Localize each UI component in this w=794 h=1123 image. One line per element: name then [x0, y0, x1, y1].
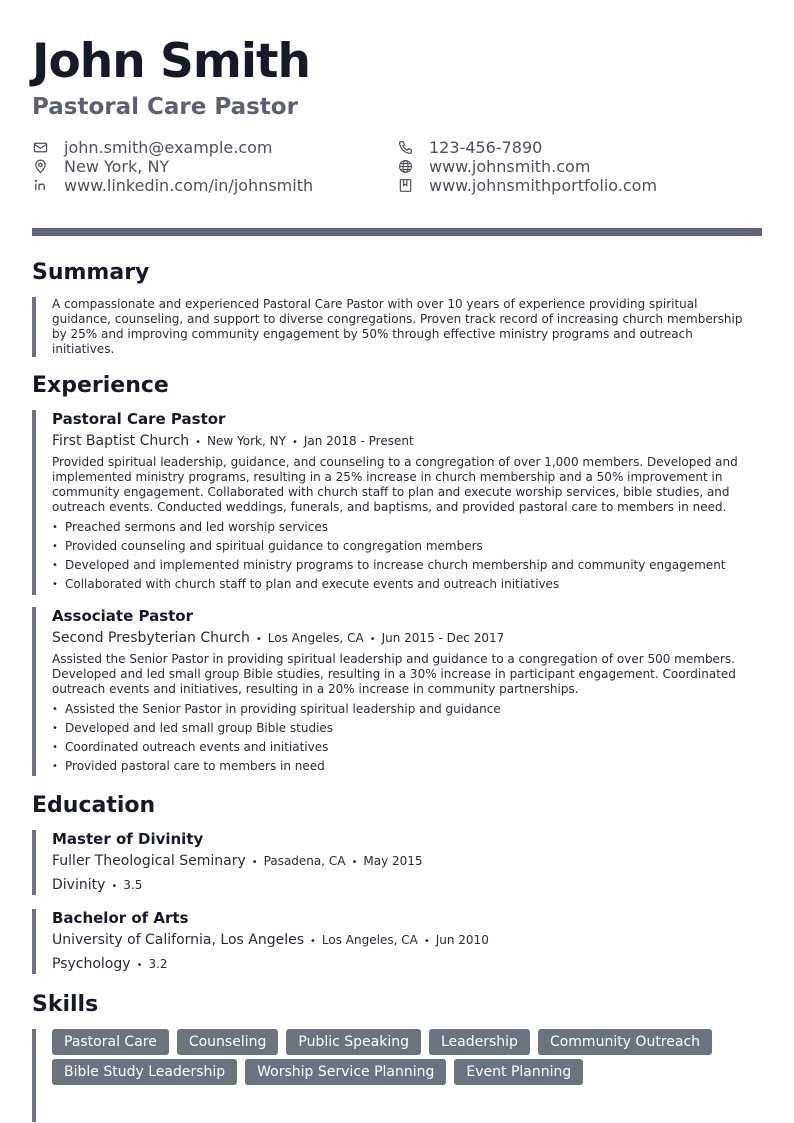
position-location: Los Angeles, CA	[267, 631, 364, 645]
portfolio-text: www.johnsmithportfolio.com	[429, 176, 658, 195]
section-heading-summary: Summary	[32, 260, 150, 285]
education-field-row	[52, 876, 746, 896]
graduation-date: Jun 2010	[435, 933, 489, 947]
contact-email[interactable]	[32, 138, 273, 157]
field-of-study: Divinity	[52, 877, 106, 893]
position-location: New York, NY	[207, 434, 286, 448]
position-meta	[52, 432, 746, 452]
education-field-row	[52, 955, 746, 975]
skills-list	[52, 1029, 746, 1085]
email-text: john.smith@example.com	[64, 138, 273, 157]
meta-separator: •	[111, 881, 118, 892]
phone-icon	[397, 140, 413, 156]
school-location: Los Angeles, CA	[321, 933, 418, 947]
location-text: New York, NY	[64, 157, 170, 176]
candidate-name: John Smith	[32, 34, 310, 89]
section-heading-experience: Experience	[32, 373, 169, 398]
bullet-item: • Collaborated with church staff to plan and execute events and outreach initiatives	[52, 575, 746, 594]
bullet-item: • Assisted the Senior Pastor in providing spiritual leadership and guidance	[52, 700, 746, 719]
summary-text: A compassionate and experienced Pastoral Care Pastor with over 10 years of experience providing spiritual guidance, counseling, and support to diverse congregations. Proven track record of increasing church membership by 25% and improving community engagement by 50% through effective ministry programs and outreach initiatives.	[52, 297, 743, 356]
bullet-item: • Preached sermons and led worship services	[52, 518, 746, 537]
position-dates: Jan 2018 - Present	[303, 434, 414, 448]
position-dates: Jun 2015 - Dec 2017	[381, 631, 505, 645]
meta-separator: •	[369, 634, 376, 645]
education-entry	[32, 830, 746, 895]
contact-location	[32, 157, 169, 176]
meta-separator: •	[291, 437, 298, 448]
website-text: www.johnsmith.com	[429, 157, 591, 176]
degree-title: Master of Divinity	[52, 830, 204, 848]
meta-separator: •	[310, 936, 316, 947]
bullet-item: • Developed and led small group Bible studies	[52, 719, 746, 738]
meta-separator: •	[255, 634, 262, 645]
phone-text: 123-456-7890	[429, 138, 543, 157]
meta-separator: •	[251, 857, 258, 868]
contact-linkedin[interactable]	[32, 176, 313, 195]
position-title: Pastoral Care Pastor	[52, 410, 226, 428]
position-description: Provided spiritual leadership, guidance, and counseling to a congregation of over 1,000 members. Developed and implemented ministry programs, resulting in a 25% increase in church membership and a 50% improvement in community engagement. Collaborated with church staff to plan and execute worship services, bible studies, and outreach events. Conducted weddings, funerals, and baptisms, and provided pastoral care to members in need.	[52, 455, 738, 514]
experience-entry	[32, 410, 746, 595]
skills-block	[32, 1029, 746, 1122]
education-meta	[52, 852, 746, 872]
bullet-item: • Provided pastoral care to members in need	[52, 757, 746, 776]
position-meta	[52, 629, 746, 649]
linkedin-text: www.linkedin.com/in/johnsmith	[64, 176, 314, 195]
summary-block	[32, 297, 746, 357]
meta-separator: •	[136, 960, 143, 971]
school-location: Pasadena, CA	[263, 854, 346, 868]
skill-tag: Event Planning	[454, 1059, 583, 1085]
education-meta	[52, 931, 746, 951]
organization: Second Presbyterian Church	[52, 630, 250, 646]
position-bullets	[52, 518, 746, 594]
meta-separator: •	[195, 437, 202, 448]
contact-phone[interactable]	[397, 138, 542, 157]
skill-tag: Community Outreach	[538, 1029, 712, 1055]
meta-separator: •	[351, 857, 358, 868]
skill-tag: Worship Service Planning	[245, 1059, 446, 1085]
mail-icon	[32, 140, 48, 156]
school-name: Fuller Theological Seminary	[52, 853, 246, 869]
bullet-item: • Provided counseling and spiritual guidance to congregation members	[52, 537, 746, 556]
skill-tag: Counseling	[177, 1029, 279, 1055]
skill-tag: Bible Study Leadership	[52, 1059, 237, 1085]
position-title: Associate Pastor	[52, 607, 194, 625]
position-bullets	[52, 700, 746, 776]
skill-tag: Pastoral Care	[52, 1029, 169, 1055]
position-description: Assisted the Senior Pastor in providing spiritual leadership and guidance to a congregation of over 500 members. Developed and led small group Bible studies, resulting in a 30% increase in participant engagement. Coordinated outreach events and initiatives, resulting in a 20% increase in community partnerships.	[52, 652, 736, 696]
education-entry	[32, 909, 746, 974]
bookmark-book-icon	[397, 178, 413, 194]
meta-separator: •	[423, 936, 430, 947]
section-heading-skills: Skills	[32, 992, 99, 1017]
bullet-item: • Coordinated outreach events and initiatives	[52, 738, 746, 757]
school-name: University of California, Los Angeles	[52, 932, 305, 948]
organization: First Baptist Church	[52, 433, 190, 449]
globe-icon	[397, 159, 413, 175]
experience-entry	[32, 607, 746, 776]
field-of-study: Psychology	[52, 956, 131, 972]
gpa: 3.2	[148, 957, 168, 971]
bullet-item: • Developed and implemented ministry programs to increase church membership and community engagement	[52, 556, 746, 575]
linkedin-icon	[32, 178, 48, 194]
job-title-headline: Pastoral Care Pastor	[32, 94, 298, 120]
section-heading-education: Education	[32, 793, 156, 818]
contact-website[interactable]	[397, 157, 590, 176]
skill-tag: Leadership	[429, 1029, 530, 1055]
graduation-date: May 2015	[363, 854, 423, 868]
contact-portfolio[interactable]	[397, 176, 657, 195]
degree-title: Bachelor of Arts	[52, 909, 189, 927]
gpa: 3.5	[123, 878, 143, 892]
skill-tag: Public Speaking	[286, 1029, 421, 1055]
map-pin-icon	[32, 159, 48, 175]
header-divider	[32, 228, 762, 236]
